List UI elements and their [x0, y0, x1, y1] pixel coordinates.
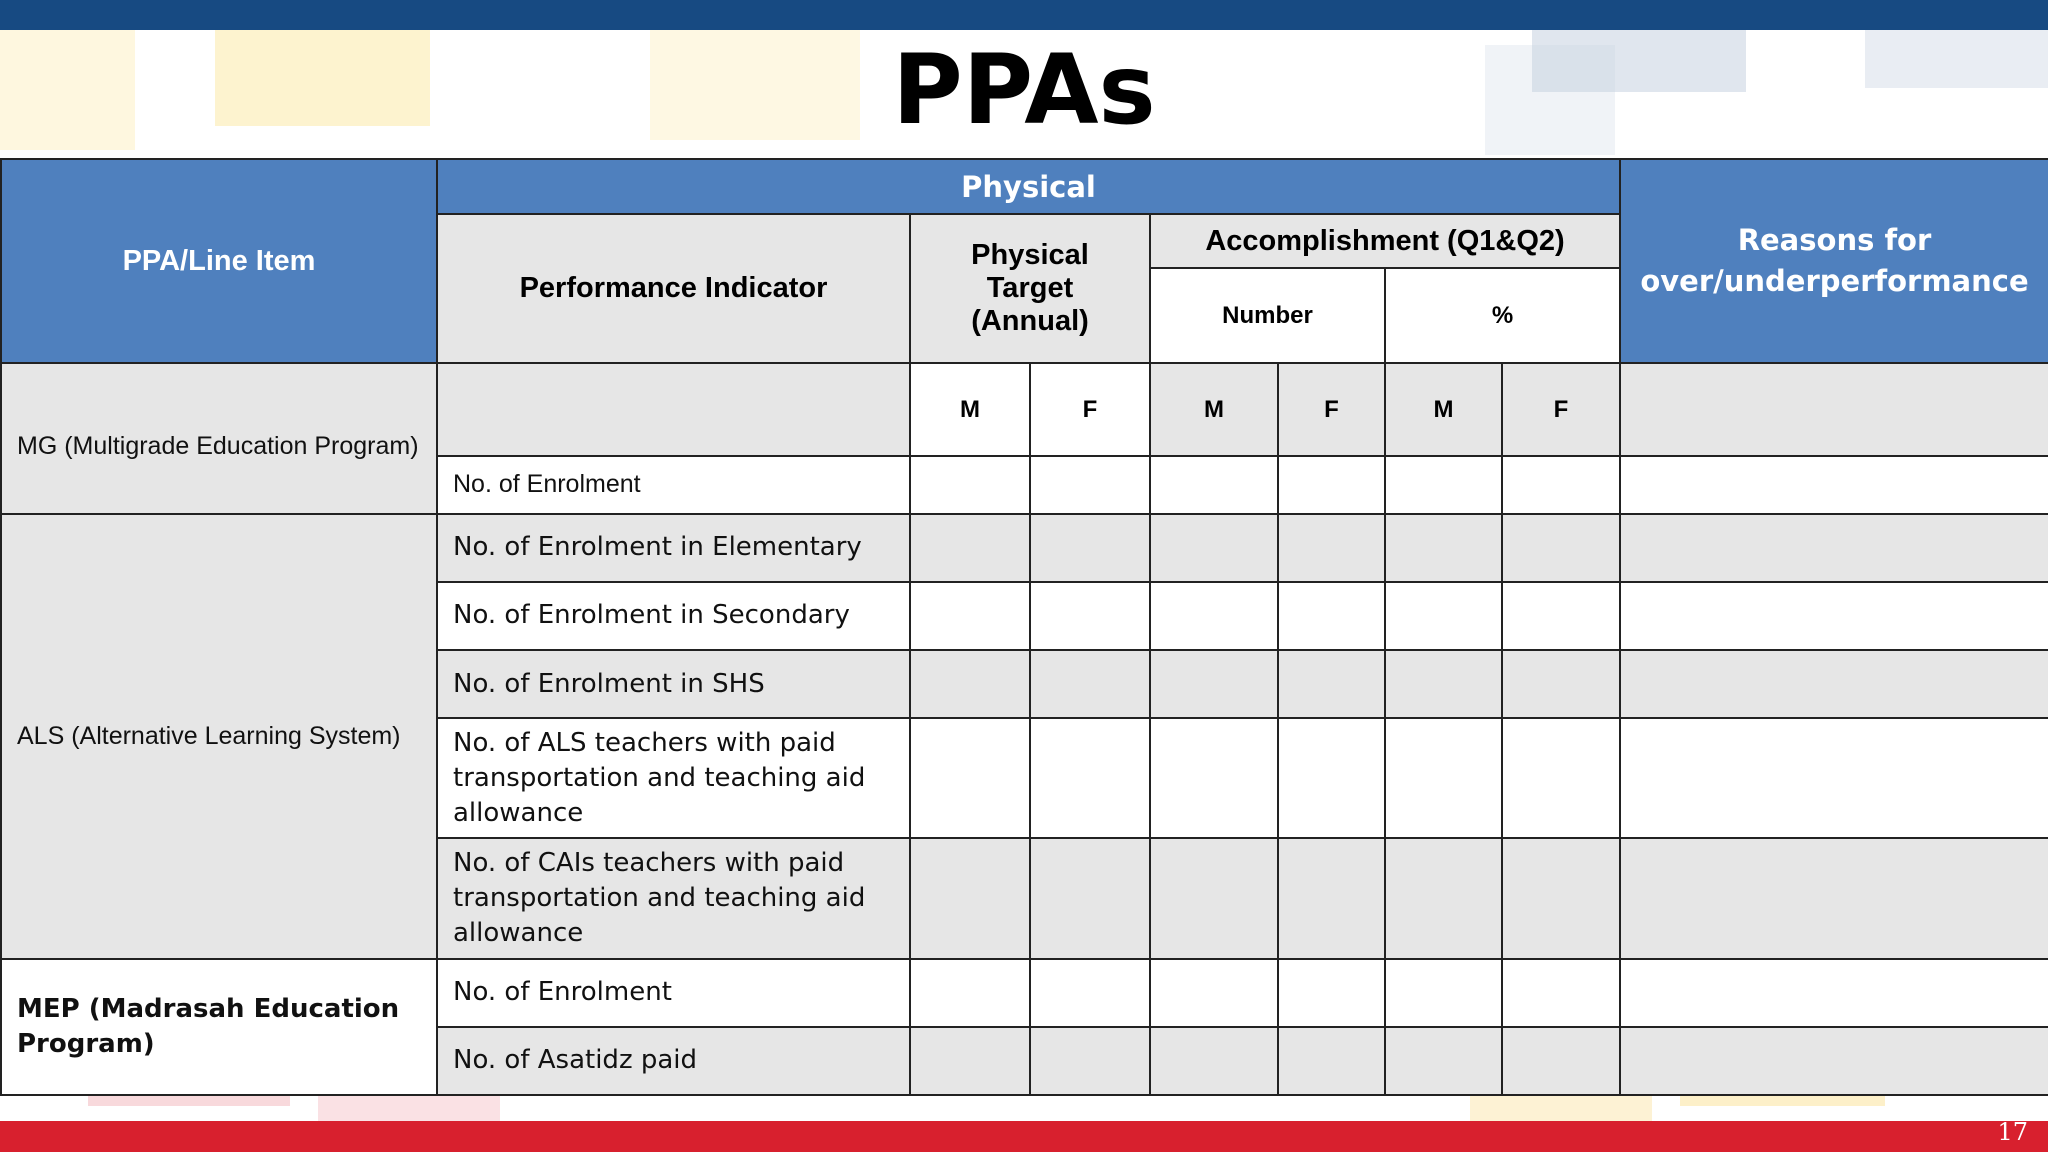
data-cell — [1030, 1027, 1150, 1095]
data-cell — [910, 582, 1030, 650]
accomplishment-header: Accomplishment (Q1&Q2) — [1150, 214, 1620, 268]
data-cell — [1030, 838, 1150, 958]
reasons-cell — [1620, 582, 2048, 650]
data-cell — [1502, 456, 1620, 514]
data-cell — [910, 959, 1030, 1027]
data-cell — [1502, 1027, 1620, 1095]
reasons-cell — [1620, 456, 2048, 514]
reasons-cell — [1620, 1027, 2048, 1095]
data-cell — [1030, 959, 1150, 1027]
indicator-cell: No. of Enrolment in Secondary — [437, 582, 910, 650]
percent-f-header: F — [1502, 363, 1620, 455]
top-accent-bar — [0, 0, 2048, 30]
number-m-header: M — [1150, 363, 1278, 455]
data-cell — [1030, 514, 1150, 582]
indicator-cell: No. of Enrolment — [437, 456, 910, 514]
ppa-table — [0, 158, 2048, 1096]
data-cell — [1502, 838, 1620, 958]
reasons-cell — [1620, 363, 2048, 455]
data-cell — [910, 650, 1030, 718]
data-cell — [1150, 838, 1278, 958]
ppa-mg: MG (Multigrade Education Program) — [1, 363, 437, 513]
data-cell — [1385, 838, 1502, 958]
data-cell — [910, 718, 1030, 838]
reasons-cell — [1620, 838, 2048, 958]
data-cell — [1278, 718, 1385, 838]
data-cell — [1150, 1027, 1278, 1095]
data-cell — [1030, 718, 1150, 838]
data-cell — [1278, 1027, 1385, 1095]
data-cell — [910, 514, 1030, 582]
data-cell — [1030, 456, 1150, 514]
data-cell — [910, 838, 1030, 958]
decorative-square — [318, 1096, 500, 1121]
reasons-cell — [1620, 514, 2048, 582]
data-cell — [1385, 514, 1502, 582]
data-cell — [1385, 1027, 1502, 1095]
data-cell — [1150, 650, 1278, 718]
reasons-cell — [1620, 718, 2048, 838]
data-cell — [1502, 514, 1620, 582]
data-cell — [1385, 456, 1502, 514]
data-cell — [1278, 582, 1385, 650]
reasons-cell — [1620, 650, 2048, 718]
decorative-square — [88, 1096, 290, 1106]
reasons-cell — [1620, 959, 2048, 1027]
data-cell — [1385, 582, 1502, 650]
data-cell — [1385, 718, 1502, 838]
data-cell — [1278, 456, 1385, 514]
bottom-accent-bar — [0, 1121, 2048, 1152]
data-cell — [1030, 582, 1150, 650]
data-cell — [1502, 959, 1620, 1027]
data-cell — [1150, 959, 1278, 1027]
indicator-cell: No. of ALS teachers with paid transportation and teaching aid allowance — [437, 718, 910, 838]
number-f-header: F — [1278, 363, 1385, 455]
percent-m-header: M — [1385, 363, 1502, 455]
data-cell — [910, 1027, 1030, 1095]
indicator-cell: No. of Enrolment — [437, 959, 910, 1027]
decorative-square — [1680, 1096, 1885, 1106]
data-cell — [910, 456, 1030, 514]
data-cell — [1278, 514, 1385, 582]
indicator-cell: No. of Enrolment in SHS — [437, 650, 910, 718]
data-cell — [1502, 582, 1620, 650]
data-cell — [1150, 514, 1278, 582]
ppa-als: ALS (Alternative Learning System) — [1, 514, 437, 959]
data-cell — [1502, 718, 1620, 838]
indicator-cell: No. of CAIs teachers with paid transportation and teaching aid allowance — [437, 838, 910, 958]
data-cell — [1150, 718, 1278, 838]
number-header: Number — [1150, 268, 1385, 363]
data-cell — [1278, 838, 1385, 958]
data-cell — [1030, 650, 1150, 718]
performance-indicator-header: Performance Indicator — [437, 214, 910, 363]
physical-header: Physical — [437, 159, 1620, 214]
page-number: 17 — [1997, 1118, 2028, 1146]
percent-header: % — [1385, 268, 1620, 363]
reasons-header: Reasons for over/underperformance — [1620, 159, 2048, 363]
data-cell — [1385, 959, 1502, 1027]
decorative-square — [1470, 1096, 1652, 1121]
target-m-header: M — [910, 363, 1030, 455]
ppa-line-item-header: PPA/Line Item — [1, 159, 437, 363]
indicator-blank-cell — [437, 363, 910, 455]
data-cell — [1502, 650, 1620, 718]
indicator-cell: No. of Enrolment in Elementary — [437, 514, 910, 582]
physical-target-header: Physical Target (Annual) — [910, 214, 1150, 363]
indicator-cell: No. of Asatidz paid — [437, 1027, 910, 1095]
data-cell — [1278, 959, 1385, 1027]
data-cell — [1278, 650, 1385, 718]
data-cell — [1385, 650, 1502, 718]
data-cell — [1150, 582, 1278, 650]
data-cell — [1150, 456, 1278, 514]
target-f-header: F — [1030, 363, 1150, 455]
ppa-mep: MEP (Madrasah Education Program) — [1, 959, 437, 1095]
page-title: PPAs — [892, 34, 1156, 146]
